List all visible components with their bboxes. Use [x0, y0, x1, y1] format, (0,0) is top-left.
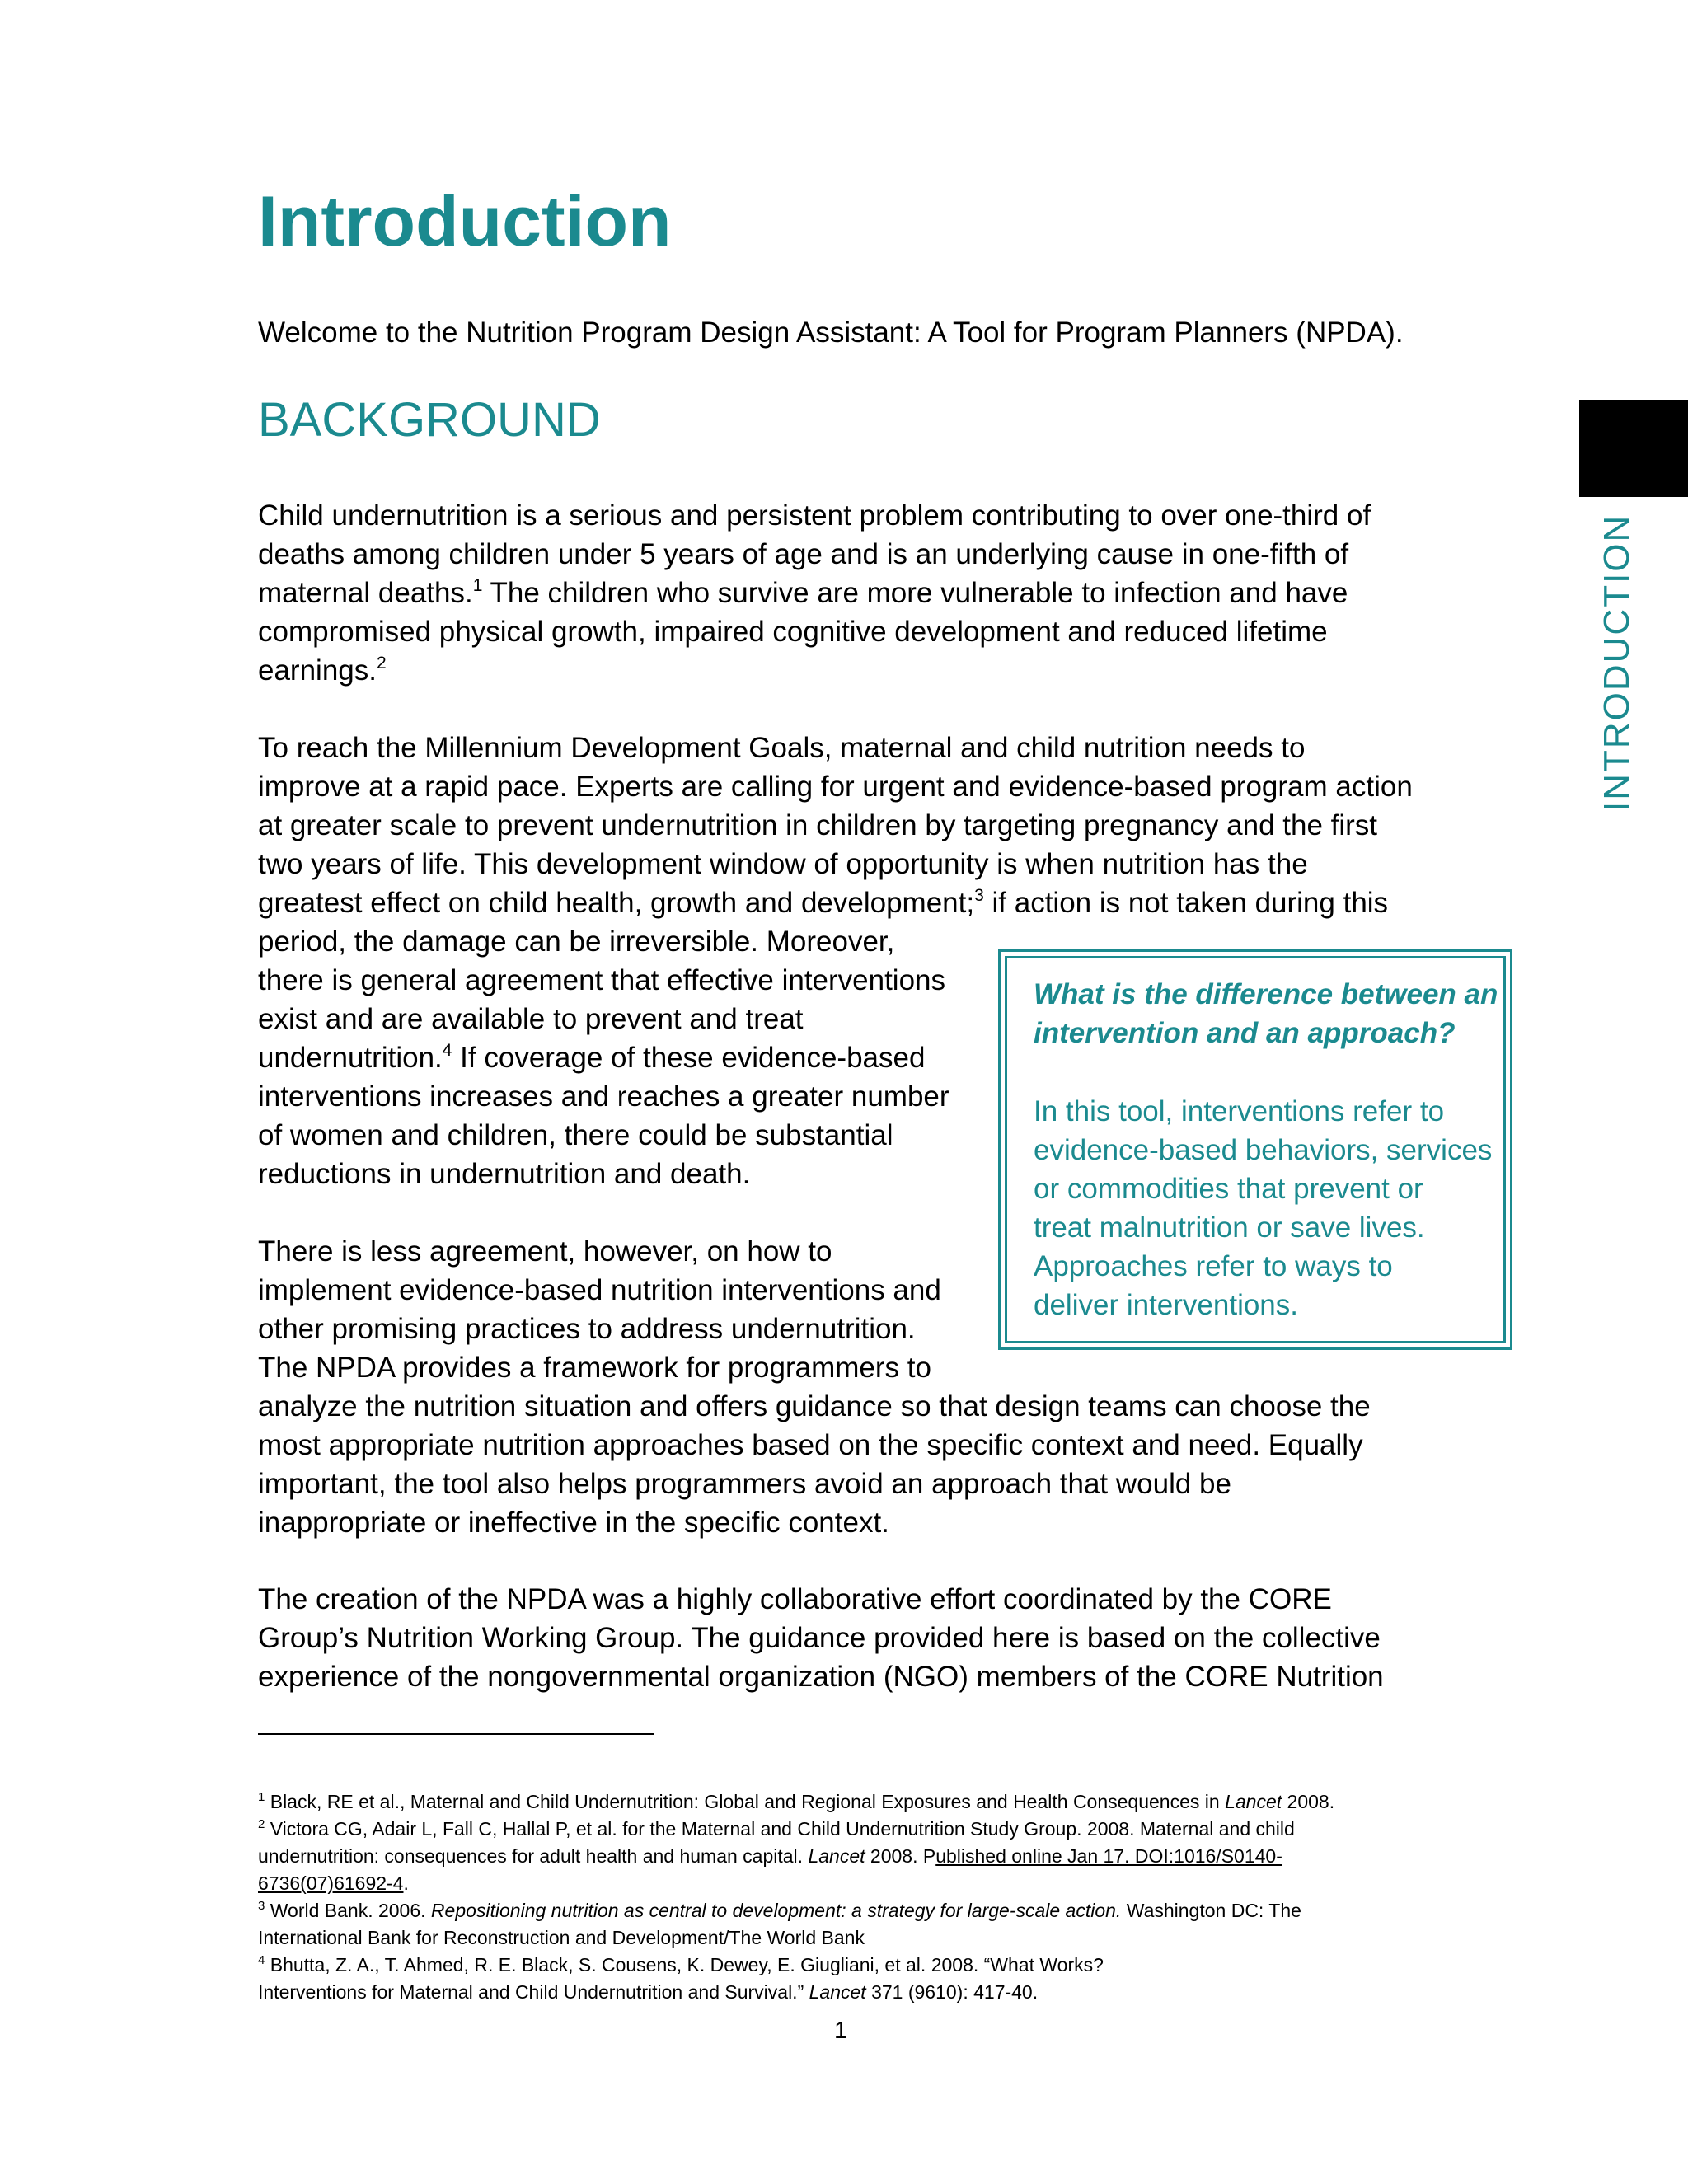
text-run: earnings. — [258, 654, 377, 687]
callout-question — [1034, 975, 1498, 1052]
footnote-number: 4 — [258, 1953, 265, 1967]
background-paragraph-3 — [258, 1232, 1371, 1542]
footnote-number: 1 — [258, 1790, 265, 1804]
welcome-text: Welcome to the Nutrition Program Design Assistant: A Tool for Program Planners (NPDA). — [258, 316, 1404, 349]
text-line — [258, 574, 1371, 612]
footnote-ref-1[interactable]: 1 — [472, 576, 483, 595]
text-line: analyze the nutrition situation and offers guidance so that design teams can choose the — [258, 1390, 1371, 1422]
callout-line: or commodities that prevent or — [1034, 1173, 1423, 1205]
text-line: implement evidence-based nutrition interventions and — [258, 1274, 941, 1306]
text-run: if action is not taken during this — [983, 887, 1389, 919]
callout-line: deliver interventions. — [1034, 1289, 1298, 1321]
text-line: at greater scale to prevent undernutrition in children by targeting pregnancy and the first — [258, 809, 1378, 841]
footnote-separator — [258, 1733, 654, 1735]
footnote-3 — [258, 1897, 1334, 1924]
footnote-4 — [258, 1952, 1334, 1979]
text-line: of women and children, there could be substantial — [258, 1119, 893, 1151]
text-line: interventions increases and reaches a greater number — [258, 1080, 950, 1113]
text-line: other promising practices to address undernutrition. — [258, 1313, 916, 1345]
callout-line: treat malnutrition or save lives. — [1034, 1212, 1425, 1244]
text-line: The creation of the NPDA was a highly collaborative effort coordinated by the CORE — [258, 1583, 1332, 1615]
footnote-text: Black, RE et al., Maternal and Child Undernutrition: Global and Regional Exposures and Health Consequences in — [265, 1791, 1226, 1812]
text-line: experience of the nongovernmental organization (NGO) members of the CORE Nutrition — [258, 1661, 1384, 1693]
text-line: To reach the Millennium Development Goals, maternal and child nutrition needs to — [258, 732, 1306, 764]
footnote-text: 2008. — [1282, 1791, 1335, 1812]
footnote-number: 3 — [258, 1899, 265, 1913]
footnote-number: 2 — [258, 1817, 265, 1831]
section-tab-marker — [1579, 400, 1688, 497]
footnote-text: Washington DC: The — [1121, 1900, 1301, 1921]
footnote-2-cont — [258, 1843, 1334, 1870]
text-line: Group’s Nutrition Working Group. The guidance provided here is based on the collective — [258, 1622, 1381, 1654]
text-line: inappropriate or ineffective in the specific context. — [258, 1507, 889, 1539]
callout-line: intervention and an approach? — [1034, 1017, 1456, 1049]
text-line: deaths among children under 5 years of age and is an underlying cause in one-fifth of — [258, 538, 1349, 570]
journal-name: Lancet — [1225, 1791, 1282, 1812]
report-title: Repositioning nutrition as central to development: a strategy for large-scale action. — [430, 1900, 1122, 1921]
text-run: The children who survive are more vulnerable to infection and have — [482, 577, 1348, 609]
text-line: there is general agreement that effective interventions — [258, 964, 946, 996]
footnotes — [258, 1788, 1334, 2006]
text-line: most appropriate nutrition approaches based on the specific context and need. Equally — [258, 1429, 1363, 1461]
section-tab-label: INTRODUCTION — [1597, 513, 1637, 812]
callout-line: Approaches refer to ways to — [1034, 1250, 1393, 1282]
footnote-ref-3[interactable]: 3 — [974, 886, 984, 905]
footnote-text: World Bank. 2006. — [265, 1900, 431, 1921]
footnote-text: 2008. P — [865, 1845, 936, 1867]
doi-link[interactable]: ublished online Jan 17. DOI:1016/S0140- — [935, 1845, 1282, 1867]
text-line: Child undernutrition is a serious and persistent problem contributing to over one-third of — [258, 499, 1372, 532]
text-line: reductions in undernutrition and death. — [258, 1158, 751, 1190]
footnote-1 — [258, 1788, 1334, 1816]
text-line: There is less agreement, however, on how to — [258, 1235, 832, 1268]
section-heading: BACKGROUND — [258, 393, 601, 447]
text-line: improve at a rapid pace. Experts are calling for urgent and evidence-based program action — [258, 771, 1413, 803]
footnote-text: undernutrition: consequences for adult health and human capital. — [258, 1845, 809, 1867]
footnote-2 — [258, 1816, 1334, 1843]
footnote-text: . — [403, 1872, 409, 1894]
footnote-text: Bhutta, Z. A., T. Ahmed, R. E. Black, S. Cousens, K. Dewey, E. Giugliani, et al. 2008. “What Works? — [265, 1954, 1104, 1975]
footnote-4-cont — [258, 1979, 1334, 2006]
text-line: The NPDA provides a framework for programmers to — [258, 1352, 931, 1384]
footnote-text: Interventions for Maternal and Child Undernutrition and Survival.” — [258, 1981, 809, 2003]
footnote-3-cont: International Bank for Reconstruction and Development/The World Bank — [258, 1927, 865, 1948]
text-line: two years of life. This development window of opportunity is when nutrition has the — [258, 848, 1308, 880]
background-paragraph-4 — [258, 1580, 1384, 1696]
text-run: maternal deaths. — [258, 577, 473, 609]
journal-name: Lancet — [809, 1981, 866, 2003]
callout-line: evidence-based behaviors, services — [1034, 1134, 1493, 1166]
text-line — [258, 651, 1371, 690]
text-run: undernutrition. — [258, 1042, 443, 1074]
footnote-2-cont — [258, 1870, 1334, 1897]
page-number: 1 — [834, 2018, 848, 2044]
text-line: important, the tool also helps programmers avoid an approach that would be — [258, 1468, 1231, 1500]
text-line: compromised physical growth, impaired cognitive development and reduced lifetime — [258, 616, 1328, 648]
callout-line: What is the difference between an — [1034, 978, 1498, 1010]
background-paragraph-1 — [258, 496, 1371, 690]
text-line: exist and are available to prevent and treat — [258, 1003, 804, 1035]
text-run: greatest effect on child health, growth and development; — [258, 887, 975, 919]
journal-name: Lancet — [808, 1845, 865, 1867]
page-title: Introduction — [258, 182, 672, 261]
footnote-text: Victora CG, Adair L, Fall C, Hallal P, et al. for the Maternal and Child Undernutrition Study Group. 2008. Maternal and child — [265, 1818, 1295, 1840]
callout-line: In this tool, interventions refer to — [1034, 1095, 1445, 1127]
footnote-ref-4[interactable]: 4 — [442, 1041, 452, 1060]
doi-link[interactable]: 6736(07)61692-4 — [258, 1872, 404, 1894]
text-line: period, the damage can be irreversible. Moreover, — [258, 926, 895, 958]
footnote-text: 371 (9610): 417-40. — [865, 1981, 1039, 2003]
text-run: If coverage of these evidence-based — [452, 1042, 926, 1074]
text-line — [258, 883, 1413, 922]
footnote-ref-2[interactable]: 2 — [376, 654, 387, 673]
